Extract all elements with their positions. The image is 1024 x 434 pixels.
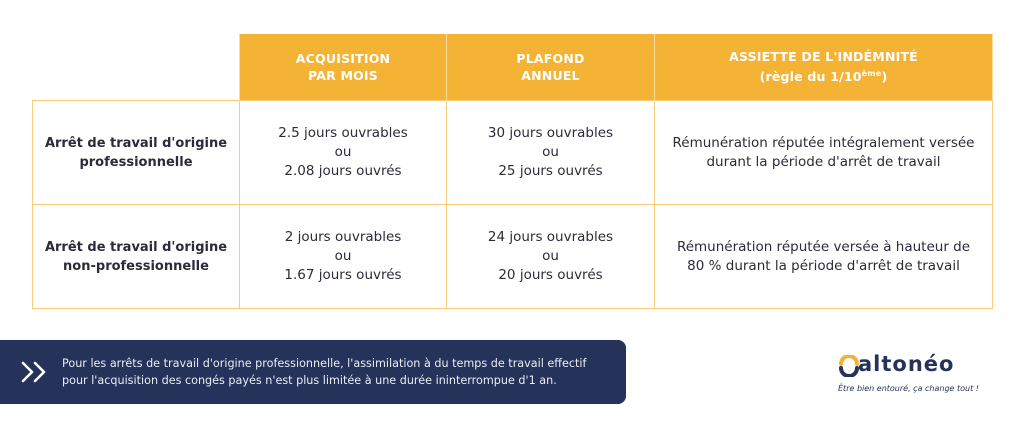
cell-plafond: 24 jours ouvrables ou 20 jours ouvrés (447, 205, 655, 309)
header-acquisition: ACQUISITION PAR MOIS (240, 34, 447, 101)
header-assiette: ASSIETTE DE L'INDÉMNITÉ (règle du 1/10ème) (655, 34, 993, 101)
double-chevron-right-icon (20, 360, 50, 384)
logo-tagline: Être bien entouré, ça change tout ! (838, 384, 979, 393)
cell-assiette: Rémunération réputée versée à hauteur de 80 % durant la période d'arrêt de travail (655, 205, 993, 309)
empty-corner-cell (33, 34, 240, 101)
cell-assiette: Rémunération réputée intégralement versée durant la période d'arrêt de travail (655, 101, 993, 205)
table-row (33, 101, 993, 205)
row-label-non-professionnelle: Arrêt de travail d'origine non-professionnelle (33, 205, 240, 309)
cell-acquisition: 2 jours ouvrables ou 1.67 jours ouvrés (240, 205, 447, 309)
info-note-banner (0, 340, 626, 404)
conges-table (32, 34, 992, 309)
header-assiette-rule: (règle du 1/10ème) (759, 69, 888, 85)
logo-wordmark: altonéo (858, 352, 955, 376)
altoneo-logo (838, 352, 988, 402)
cell-plafond: 30 jours ouvrables ou 25 jours ouvrés (447, 101, 655, 205)
row-label-professionnelle: Arrêt de travail d'origine professionnelle (33, 101, 240, 205)
table-header-row (33, 34, 993, 101)
cell-acquisition: 2.5 jours ouvrables ou 2.08 jours ouvrés (240, 101, 447, 205)
altoneo-logo-mark-icon (838, 355, 860, 377)
header-plafond: PLAFOND ANNUEL (447, 34, 655, 101)
table-row (33, 205, 993, 309)
note-text: Pour les arrêts de travail d'origine professionnelle, l'assimilation à du temps de travail effectif pour l'acquisition des congés payés n'est plus limitée à une durée ininterrompue d'1 an. (62, 357, 587, 387)
